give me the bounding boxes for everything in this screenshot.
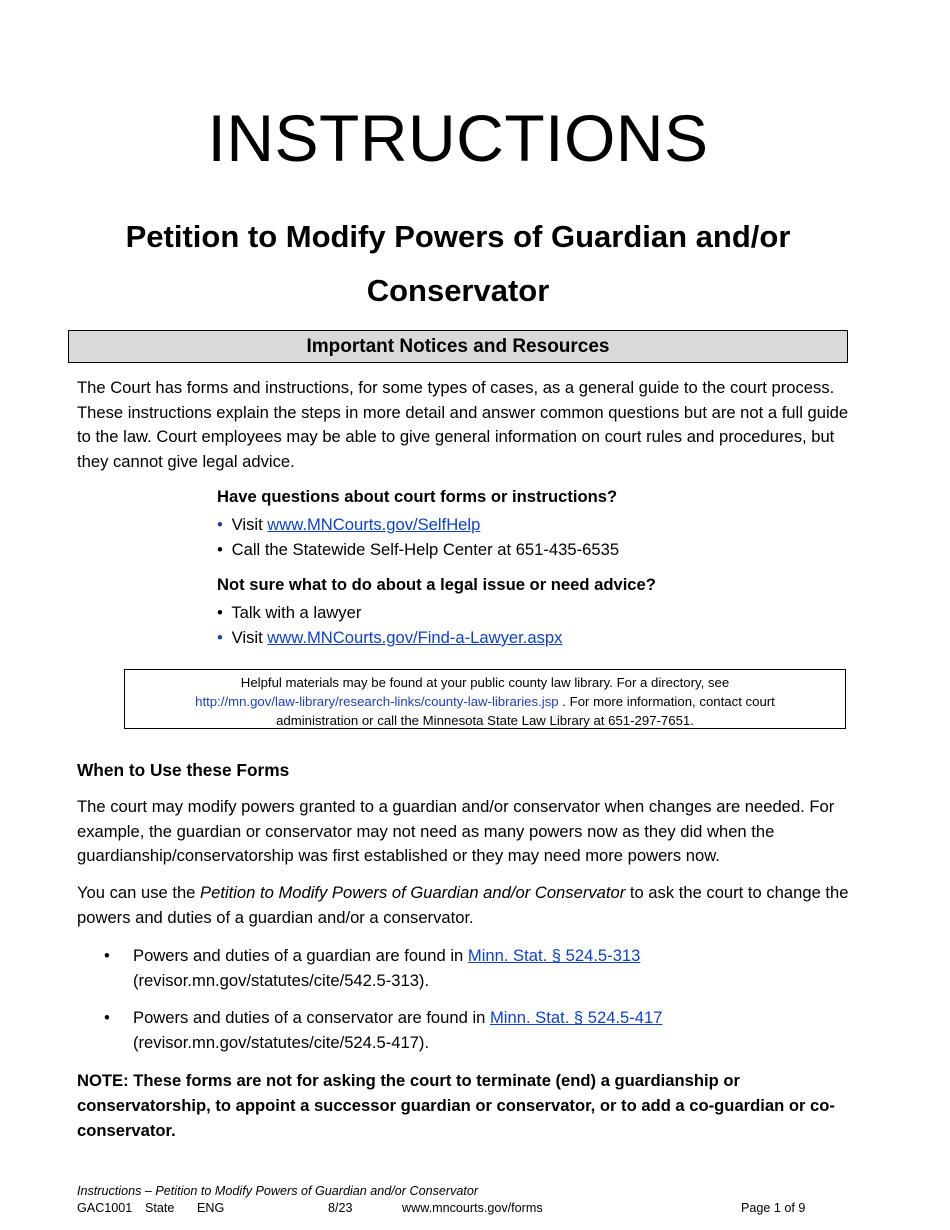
find-lawyer-link[interactable]: www.MNCourts.gov/Find-a-Lawyer.aspx bbox=[267, 628, 563, 647]
language: ENG bbox=[197, 1201, 225, 1215]
use-paragraph: You can use the Petition to Modify Powers of Guardian and/or Conservator to ask the court to change the powers and duties of a guardian and/or a conservator. bbox=[77, 883, 849, 927]
document-subtitle bbox=[80, 210, 836, 318]
selfhelp-link[interactable]: www.MNCourts.gov/SelfHelp bbox=[267, 515, 481, 534]
library-line-3: administration or call the Minnesota State Law Library at 651-297-7651. bbox=[276, 713, 694, 728]
list-item bbox=[217, 512, 480, 537]
list-item bbox=[217, 625, 562, 650]
bullet-icon: • bbox=[217, 540, 223, 559]
note-paragraph: NOTE: These forms are not for asking the court to terminate (end) a guardianship or conservatorship, to appoint a successor guardian or conservator, or to add a co-guardian or co-conservator. bbox=[77, 1071, 835, 1140]
notices-heading-box: Important Notices and Resources bbox=[68, 330, 848, 363]
subtitle-line-1: Petition to Modify Powers of Guardian and/or bbox=[125, 219, 791, 254]
when-paragraph: The court may modify powers granted to a guardian and/or conservator when changes are needed. For example, the guardian or conservator may not need as many powers now as they did when the guardianship/conservatorship was first established or they may need more powers now. bbox=[77, 797, 835, 866]
bullet-icon: • bbox=[104, 946, 110, 965]
list-item bbox=[217, 600, 361, 625]
bullet-icon: • bbox=[217, 603, 223, 622]
advice-heading: Not sure what to do about a legal issue or need advice? bbox=[217, 575, 656, 594]
visit-label: Visit bbox=[231, 515, 268, 534]
lawyer-text: Talk with a lawyer bbox=[231, 603, 362, 622]
conservator-statute-link[interactable]: Minn. Stat. § 524.5-417 bbox=[489, 1008, 663, 1027]
footer-meta bbox=[77, 1201, 837, 1219]
questions-heading: Have questions about court forms or instructions? bbox=[217, 487, 618, 506]
bullet-icon: • bbox=[104, 1008, 110, 1027]
form-code: GAC1001 bbox=[77, 1201, 133, 1215]
footer-title: Instructions – Petition to Modify Powers of Guardian and/or Conservator bbox=[77, 1184, 479, 1198]
subtitle-line-2: Conservator bbox=[366, 273, 550, 308]
bullet-icon: • bbox=[217, 628, 223, 647]
revision-date: 8/23 bbox=[328, 1201, 353, 1215]
law-library-notice bbox=[124, 669, 846, 729]
footer-website: www.mncourts.gov/forms bbox=[402, 1201, 543, 1215]
section-heading-when-to-use: When to Use these Forms bbox=[77, 760, 290, 780]
intro-paragraph: The Court has forms and instructions, for some types of cases, as a general guide to the court process. These instructions explain the steps in more detail and answer common questions but are not a full guide to the law. Court employees may be able to give general information on court rules and procedures, but they cannot give legal advice. bbox=[77, 378, 849, 471]
library-line-1: Helpful materials may be found at your public county law library. For a directory, see bbox=[240, 675, 730, 690]
visit-label: Visit bbox=[231, 628, 268, 647]
guardian-statute-link[interactable]: Minn. Stat. § 524.5-313 bbox=[467, 946, 641, 965]
list-item bbox=[217, 537, 619, 562]
page-number: Page 1 of 9 bbox=[741, 1201, 806, 1215]
law-library-link[interactable]: http://mn.gov/law-library/research-links/county-law-libraries.jsp bbox=[195, 694, 559, 709]
page-title: INSTRUCTIONS bbox=[207, 101, 709, 175]
call-text: Call the Statewide Self-Help Center at 651-435-6535 bbox=[231, 540, 620, 559]
library-line-2: http://mn.gov/law-library/research-links/county-law-libraries.jsp . For more information, contact court bbox=[195, 694, 775, 709]
form-title-italic: Petition to Modify Powers of Guardian and/or Conservator bbox=[200, 883, 626, 902]
jurisdiction: State bbox=[145, 1201, 175, 1215]
bullet-icon: • bbox=[217, 515, 223, 534]
